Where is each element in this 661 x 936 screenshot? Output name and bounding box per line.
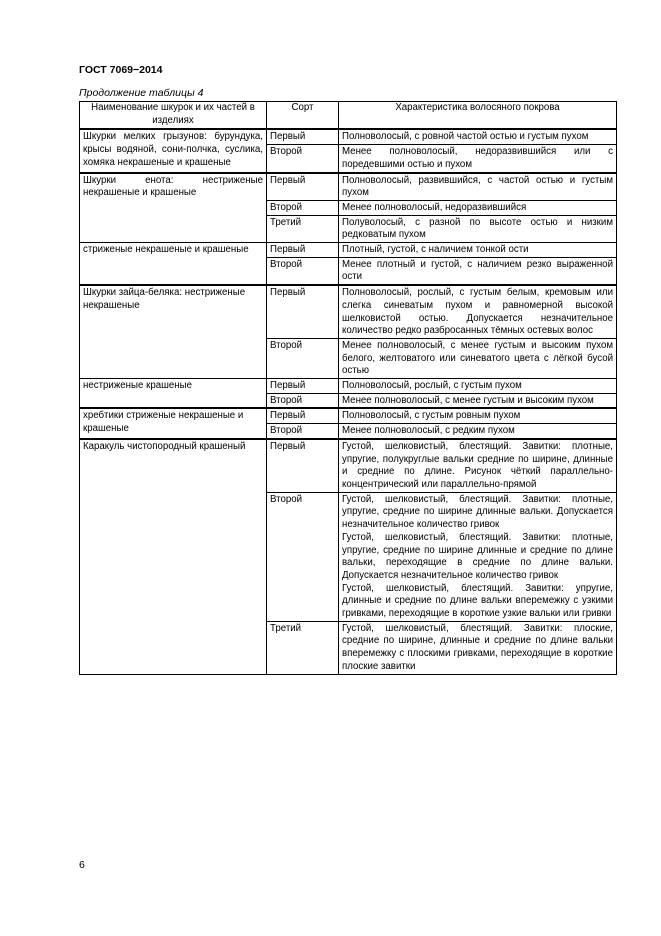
description-cell: Менее полноволосый, недоразвившийся или с поредевшими остью и пухом [339,145,617,173]
grade-cell: Второй [267,393,339,408]
grade-cell: Первый [267,408,339,423]
page-number: 6 [79,859,85,871]
grade-cell: Второй [267,257,339,285]
table-header-row [80,102,617,130]
description-cell: Полноволосый, с густым ровным пухом [339,408,617,423]
description-cell: Полноволосый, рослый, с густым белым, кремовым или слегка синеватым пухом и равномерной высокой шелковистой остью. Допускается незначительное количество редко разбросанных тёмных остевых волос [339,285,617,338]
description-cell: Полноволосый, с ровной частой остью и густым пухом [339,129,617,144]
fur-name-cell: хребтики стриженые некрашеные и крашеные [80,408,267,438]
table-row [80,439,617,492]
table-row [80,408,617,423]
table-row [80,379,617,394]
description-cell: Менее полноволосый, с редким пухом [339,424,617,439]
description-cell: Полноволосый, развившийся, с частой остью и густым пухом [339,173,617,201]
grade-cell: Первый [267,173,339,201]
grade-cell: Третий [267,621,339,674]
description-cell: Менее полноволосый, с менее густым и высоким пухом белого, желтоватого или синеватого цвета с лёгкой бусой остью [339,338,617,378]
grade-cell: Второй [267,424,339,439]
description-cell: Менее полноволосый, с менее густым и высоким пухом [339,393,617,408]
description-cell: Менее полноволосый, недоразвившийся [339,200,617,215]
fur-name-cell: нестриженые крашеные [80,379,267,409]
table-row [80,243,617,258]
description-paragraph: Густой, шелковистый, блестящий. Завитки: плотные, упругие, средние по ширине длинные и средние по длине вальки, переходящие в средние по длине вальки. Допускается незначительное количество гривок [342,531,613,581]
column-header-grade: Сорт [267,102,339,130]
description-cell [339,492,617,621]
grade-cell: Первый [267,285,339,338]
grade-cell: Первый [267,379,339,394]
fur-name-cell: стриженые некрашеные и крашеные [80,243,267,286]
table-row [80,173,617,201]
description-paragraph: Густой, шелковистый, блестящий. Завитки: плотные, упругие, средние по ширине длинные вальки. Допускается незначительное количество гривок [342,493,613,531]
grade-cell: Второй [267,145,339,173]
description-cell: Густой, шелковистый, блестящий. Завитки: плоские, средние по ширине, длинные и средние по длине вальки вперемежку с плоскими гривками, переходящие в короткие плоские завитки [339,621,617,674]
description-cell: Полноволосый, рослый, с густым пухом [339,379,617,394]
grade-cell: Первый [267,439,339,492]
fur-name-cell: Шкурки зайца-беляка: нестриженые некрашеные [80,285,267,378]
grade-cell: Второй [267,492,339,621]
grade-cell: Второй [267,200,339,215]
column-header-name: Наименование шкурок и их частей в изделиях [80,102,267,130]
document-standard-id: ГОСТ 7069−2014 [79,64,163,76]
description-cell: Полуволосый, с разной по высоте остью и низким редковатым пухом [339,215,617,242]
fur-name-cell: Шкурки енота: нестриженые некрашеные и крашеные [80,173,267,243]
fur-name-cell: Шкурки мелких грызунов: бурундука, крысы водяной, сони-полчка, суслика, хомяка некрашеные и крашеные [80,129,267,172]
grade-cell: Третий [267,215,339,242]
description-cell: Плотный, густой, с наличием тонкой ости [339,243,617,258]
description-paragraph: Густой, шелковистый, блестящий. Завитки: упругие, длинные и средние по длине вальки вперемежку с узкими гривками, переходящие в короткие узкие вальки или гривки [342,582,613,620]
table-row [80,129,617,144]
column-header-description: Характеристика волосяного покрова [339,102,617,130]
fur-characteristics-table [79,101,617,675]
grade-cell: Второй [267,338,339,378]
description-cell: Густой, шелковистый, блестящий. Завитки: плотные, упругие, полукруглые вальки средние по ширине, длинные и средние по длине. Рисунок чёткий параллельно-концентрический или параллельно-прямой [339,439,617,492]
table-continuation-caption: Продолжение таблицы 4 [79,87,204,99]
fur-name-cell: Каракуль чистопородный крашеный [80,439,267,674]
description-cell: Менее плотный и густой, с наличием резко выраженной ости [339,257,617,285]
grade-cell: Первый [267,243,339,258]
table-row [80,285,617,338]
grade-cell: Первый [267,129,339,144]
